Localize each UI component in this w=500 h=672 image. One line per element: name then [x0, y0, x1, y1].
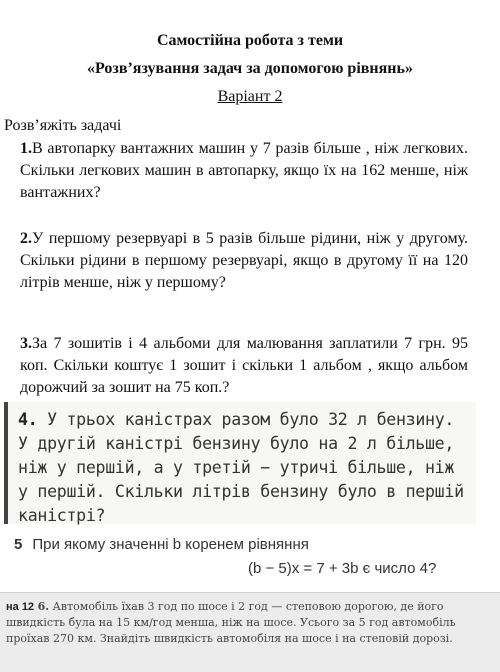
task-3	[20, 333, 468, 399]
variant-label	[0, 88, 500, 106]
task-2	[20, 228, 468, 294]
task-5	[14, 536, 309, 553]
task-4	[18, 408, 466, 528]
task-5-equation: (b − 5)x = 7 + 3b є число 4?	[248, 560, 437, 577]
task-text: За 7 зошитів і 4 альбоми для малювання заплатили 7 грн. 95 коп. Скільки коштує 1 зошит і скільки 1 альбом , якщо альбом дорожчий за зошит на 75 коп.?	[20, 335, 468, 396]
scanned-task-4-block	[4, 402, 476, 524]
variant-text: Варіант 2	[217, 88, 283, 105]
instruction-text: Розв’яжіть задачі	[4, 117, 122, 134]
task-text: Автомобіль їхав 3 год по шосе і 2 год — степовою дорогою, де його швидкість була на 15 км/год менша, ніж на шосе. Усього за 5 год автомобіль проїхав 270 км. Знайдіть швидкість автомобіля на шосе і на степовій дорозі.	[6, 600, 456, 645]
task-number: 1.	[20, 140, 32, 157]
task-number: 2.	[20, 230, 32, 247]
task-text: У першому резервуарі в 5 разів більше рідини, ніж у другому. Скільки рідини в першому резервуарі, якщо в другому її на 120 літрів менше, ніж у першому?	[20, 230, 468, 291]
task-1	[20, 138, 468, 204]
scanned-task-6-block	[0, 592, 500, 672]
task-number: 6.	[37, 600, 50, 613]
task-number: 4.	[18, 410, 38, 429]
task-text: У трьох каністрах разом було 32 л бензину. У другій каністрі бензину було на 2 л більше, ніж у першій, а у третій − утричі більше, ніж у першій. Скільки літрів бензину було в першій каністрі?	[18, 410, 464, 525]
task-6	[6, 599, 456, 647]
task-text: При якому значенні b коренем рівняння	[32, 536, 309, 553]
task-text: В автопарку вантажних машин у 7 разів більше , ніж легкових. Скільки легкових машин в автопарку, якщо їх на 162 менше, ніж вантажних?	[20, 140, 468, 201]
task-prefix: на 12	[6, 601, 35, 613]
scanned-task-5-block	[0, 530, 500, 586]
document-subtitle: «Розв’язування задач за допомогою рівнянь»	[87, 60, 413, 77]
task-number: 5	[14, 536, 23, 553]
task-number: 3.	[20, 335, 32, 352]
document-title: Самостійна робота з теми	[156, 32, 344, 49]
